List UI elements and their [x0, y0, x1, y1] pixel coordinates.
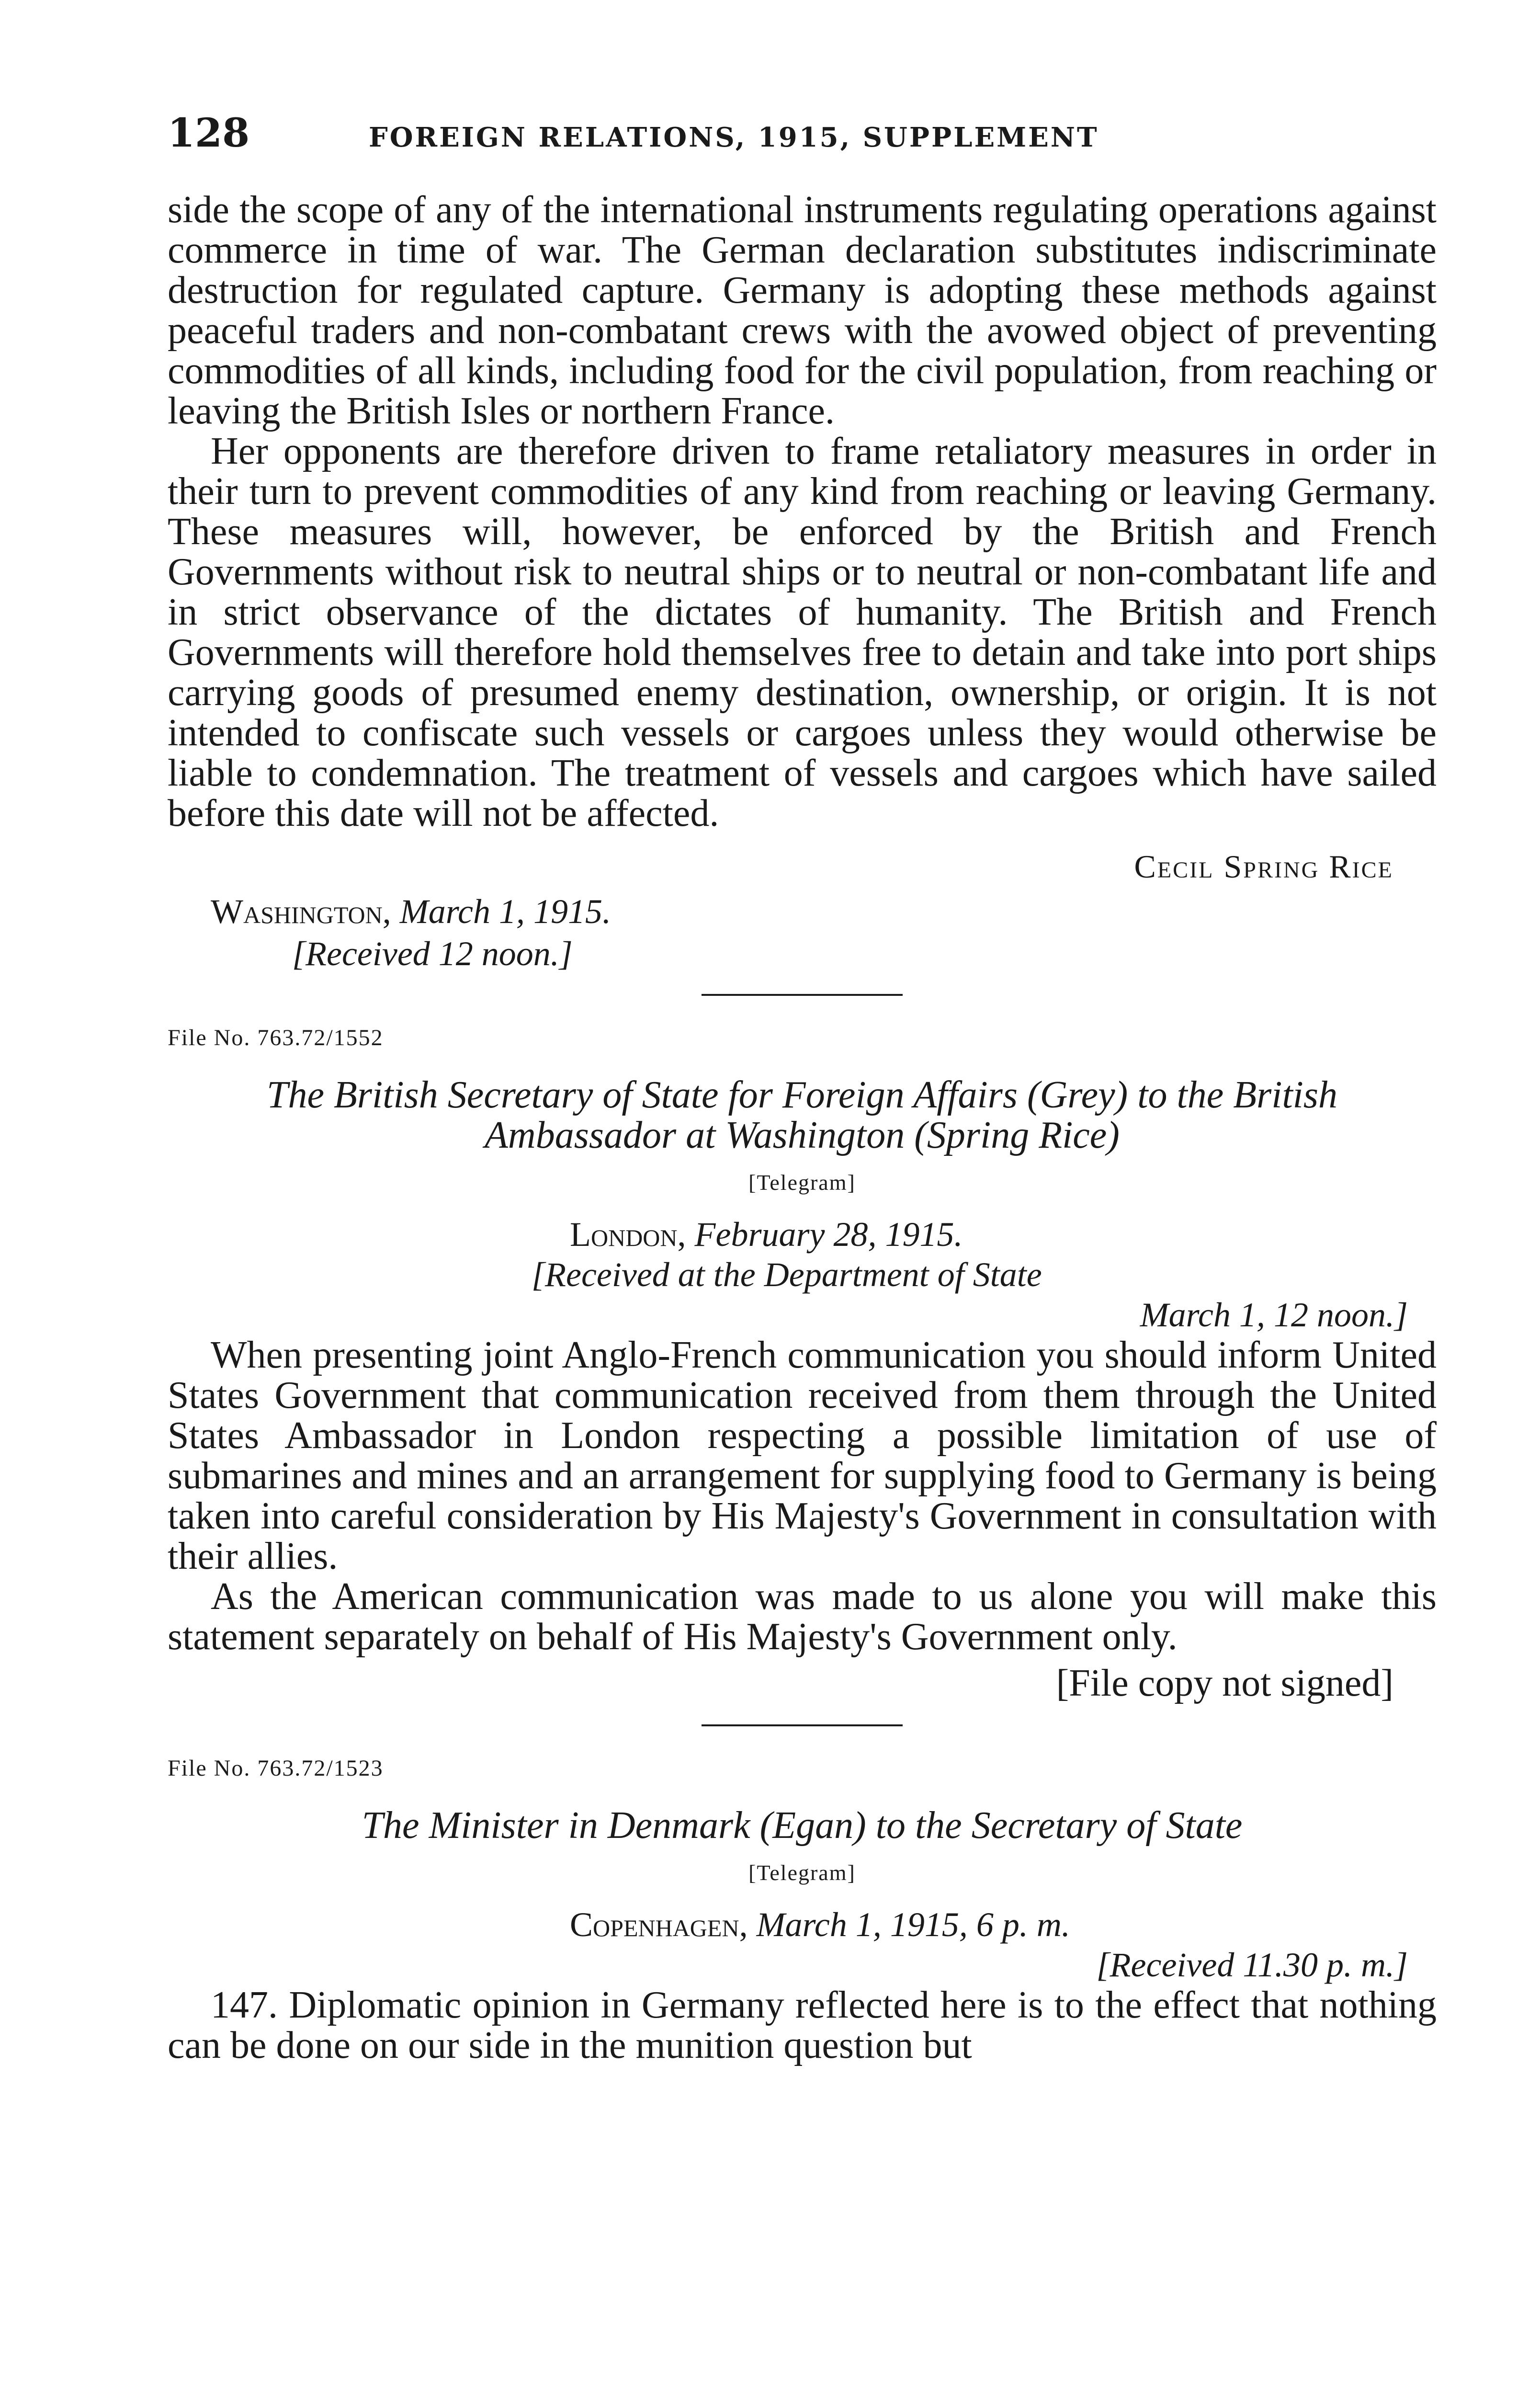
running-head: [168, 110, 1437, 156]
dateline: London, February 28, 1915. [Received at the Department of State March 1, 12 noon.]: [168, 1214, 1437, 1335]
document-title: The Minister in Denmark (Egan) to the Secretary of State: [362, 1804, 1243, 1847]
received-note: [Received at the Department of State: [532, 1255, 1042, 1294]
dateline: Washington, March 1, 1915. [Received 12 noon.]: [211, 890, 1437, 975]
telegram-label: [Telegram]: [748, 1170, 856, 1195]
paragraph: When presenting joint Anglo-French communication you should inform United States Government that communication received from them through the United States Ambassador in London respecting a possible limitation of use of submarines and mines and an arrangement for supplying food to Germany is being taken into careful consideration by His Majesty's Government in consultation with their allies.: [168, 1334, 1437, 1577]
dateline-date: March 1, 1915.: [399, 892, 611, 931]
dateline-date: February 28, 1915.: [694, 1215, 963, 1254]
page-number: 128: [168, 110, 250, 156]
document-title: The British Secretary of State for Foreign Affairs (Grey) to the British Ambassador at Washington (Spring Rice): [266, 1074, 1338, 1156]
file-number: File No. 763.72/1523: [168, 1756, 384, 1781]
file-number: File No. 763.72/1552: [168, 1025, 384, 1050]
document-grey-telegram: [168, 1025, 1437, 1705]
paragraph: Her opponents are therefore driven to frame retaliatory measures in order in their turn to prevent commodities of any kind from reaching or leaving Germany. These measures will, however, be enforced by the British and French Governments without risk to neutral ships or to neutral or non-combatant life and in strict observance of the dictates of humanity. The British and French Governments will therefore hold themselves free to detain and take into port ships carrying goods of presumed enemy destination, ownership, or origin. It is not intended to confiscate such vessels or cargoes unless they would otherwise be liable to condemnation. The treatment of vessels and cargoes which have sailed before this date will not be affected.: [168, 430, 1437, 834]
section-divider: [702, 1724, 903, 1726]
dateline-place: Copenhagen: [570, 1905, 739, 1944]
dateline: Copenhagen, March 1, 1915, 6 p. m. [Received 11.30 p. m.]: [168, 1905, 1437, 1985]
document-page: [168, 110, 1437, 2065]
paragraph: 147. Diplomatic opinion in Germany reflected here is to the effect that nothing can be done on our side in the munition question but: [168, 1984, 1437, 2066]
signature: Cecil Spring Rice: [1134, 848, 1393, 885]
dateline-place: Washington: [211, 892, 383, 931]
received-note-continued: March 1, 12 noon.]: [1140, 1296, 1408, 1334]
received-note: [Received 11.30 p. m.]: [1096, 1946, 1408, 1984]
running-head-title: FOREIGN RELATIONS, 1915, SUPPLEMENT: [369, 122, 1099, 153]
dateline-date: March 1, 1915, 6 p. m.: [756, 1905, 1070, 1944]
telegram-label: [Telegram]: [748, 1860, 856, 1885]
document-cecil-spring-rice: [168, 190, 1437, 975]
received-note: [Received 12 noon.]: [292, 935, 573, 973]
dateline-place: London: [570, 1215, 678, 1254]
paragraph: side the scope of any of the international instruments regulating operations against commerce in time of war. The German declaration substitutes indiscriminate destruction for regulated capture. Germany is adopting these methods against peaceful traders and non-combatant crews with the avowed object of preventing commodities of all kinds, including food for the civil population, from reaching or leaving the British Isles or northern France.: [168, 189, 1437, 432]
document-egan-telegram: [168, 1755, 1437, 2065]
file-copy-note: [File copy not signed]: [1056, 1662, 1393, 1704]
section-divider: [702, 994, 903, 996]
paragraph: As the American communication was made to us alone you will make this statement separately on behalf of His Majesty's Government only.: [168, 1575, 1437, 1658]
